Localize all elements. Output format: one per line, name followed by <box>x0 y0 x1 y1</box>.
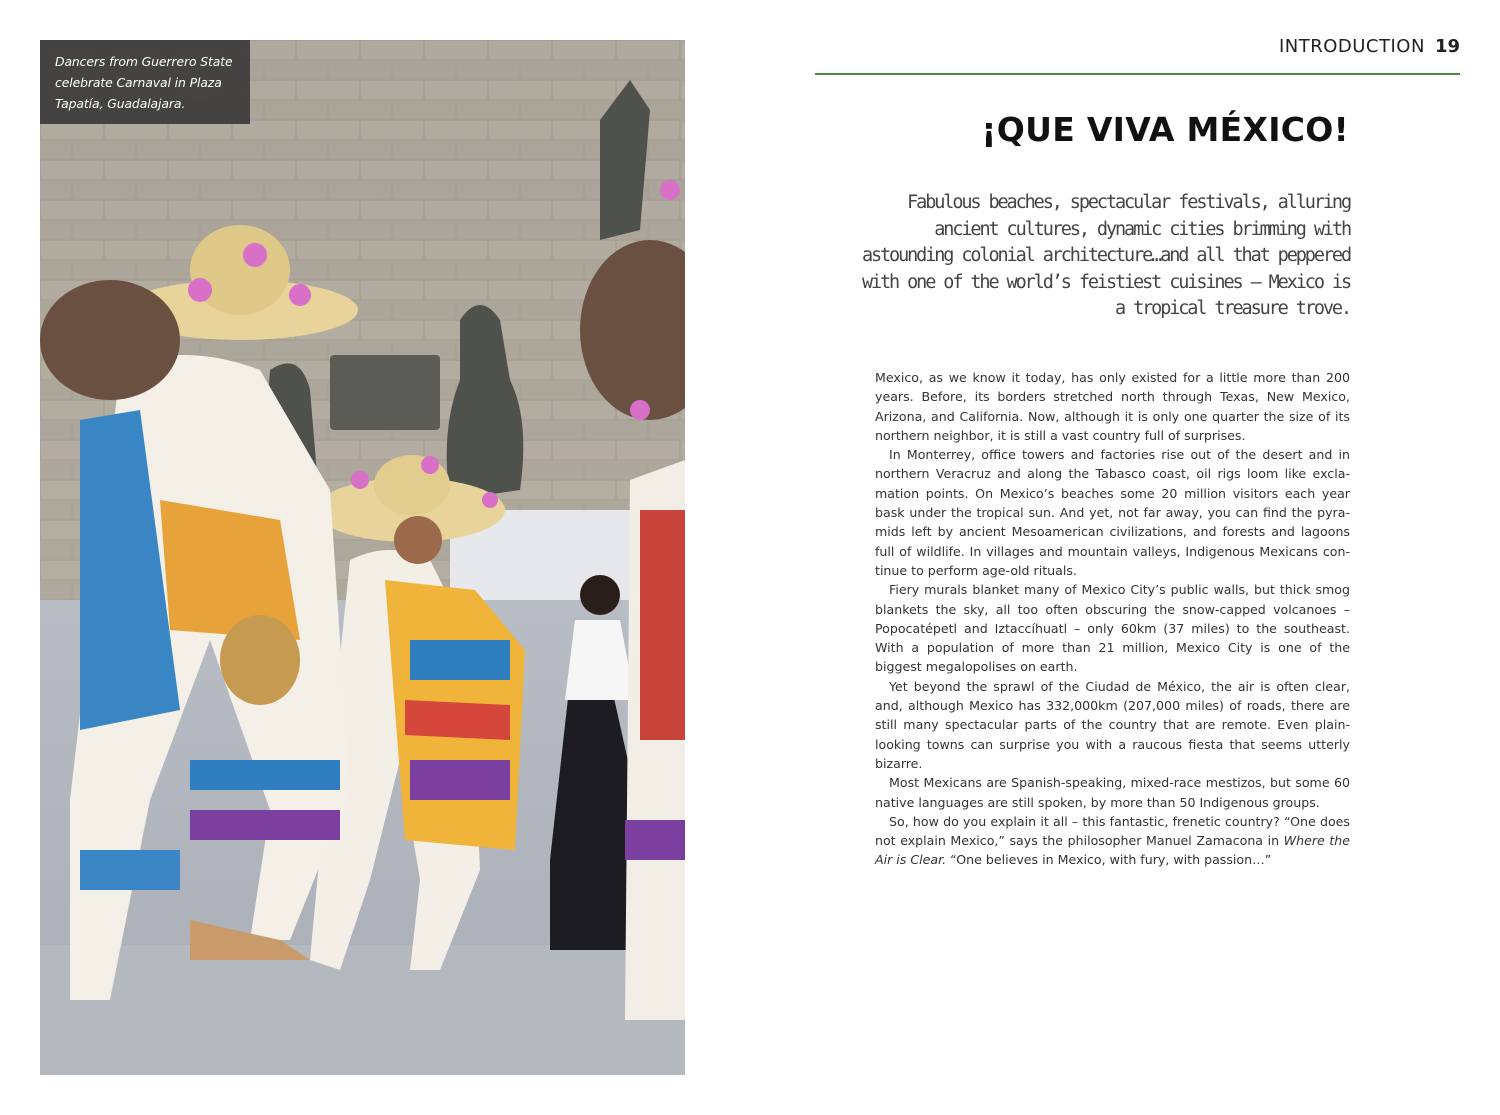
photo-caption-box <box>40 40 250 124</box>
article-standfirst: Fabulous beaches, spectacular festivals, alluring ancient cultures, dynamic cities brimming with astounding colonial architecture…and all that peppered with one of the world’s feistiest cuisines – Mexico is a tropical treasure trove. <box>861 192 1350 319</box>
body-paragraph: In Monterrey, office towers and factories rise out of the desert and in northern Veracruz and along the Tabasco coast, oil rigs loom like exclamation points. On Mexico’s beaches some 20 million visitors each year bask under the tropical sun. And yet, not far away, you can find the pyramids left by ancient Mesoamerican civilizations, and forests and lagoons full of wildlife. In villages and mountain valleys, Indigenous Mexicans continue to perform age-old rituals. <box>875 447 1350 578</box>
body-paragraph: Yet beyond the sprawl of the Ciudad de México, the air is often clear, and, although Mexico has 332,000km (207,000 miles) of roads, there are still many spectacular parts of the country that are remote. Even plain-looking towns can surprise you with a raucous fiesta that seems utterly bizarre. <box>875 678 1350 771</box>
quote-intro: So, how do you explain it all – this fantastic, frenetic country? “One does not explain Mexico,” says the philosopher Manuel Zamacona in <box>875 813 1350 849</box>
section-name: INTRODUCTION <box>1278 36 1425 57</box>
dancers-photo <box>40 40 685 1075</box>
body-paragraph: Most Mexicans are Spanish-speaking, mixed-race mestizos, but some 60 native languages are still spoken, by more than 50 Indigenous groups. <box>875 775 1350 810</box>
book-title: Where the Air is Clear. <box>875 833 1350 868</box>
body-paragraph-last <box>875 812 1350 870</box>
page-number: 19 <box>1434 36 1460 57</box>
left-edge-hat <box>40 280 180 400</box>
quote-end: “One believes in Mexico, with fury, with passion…” <box>946 852 1272 868</box>
body-paragraph: Mexico, as we know it today, has only existed for a little more than 200 years. Before, its borders stretched north through Texas, New Mexico, Arizona, and California. Now, although it is only one quarter the size of its northern neighbor, it is still a vast country full of surprises. <box>875 370 1350 443</box>
body-paragraph: Fiery murals blanket many of Mexico City’s public walls, but thick smog blankets the sky, all too often obscuring the snow-capped volcanoes – Popocatépetl and Iztaccíhuatl – only 60km (37 miles) to the southeast. With a population of more than 21 million, Mexico City is one of the biggest megalopolises on earth. <box>875 582 1350 675</box>
running-head <box>1279 36 1460 62</box>
photo-caption: Dancers from Guerrero State celebrate Carnaval in Plaza Tapatía, Guadalajara. <box>55 54 233 111</box>
article-body <box>875 368 1350 870</box>
header-rule <box>815 73 1460 75</box>
article-title: ¡QUE VIVA MÉXICO! <box>981 110 1349 149</box>
